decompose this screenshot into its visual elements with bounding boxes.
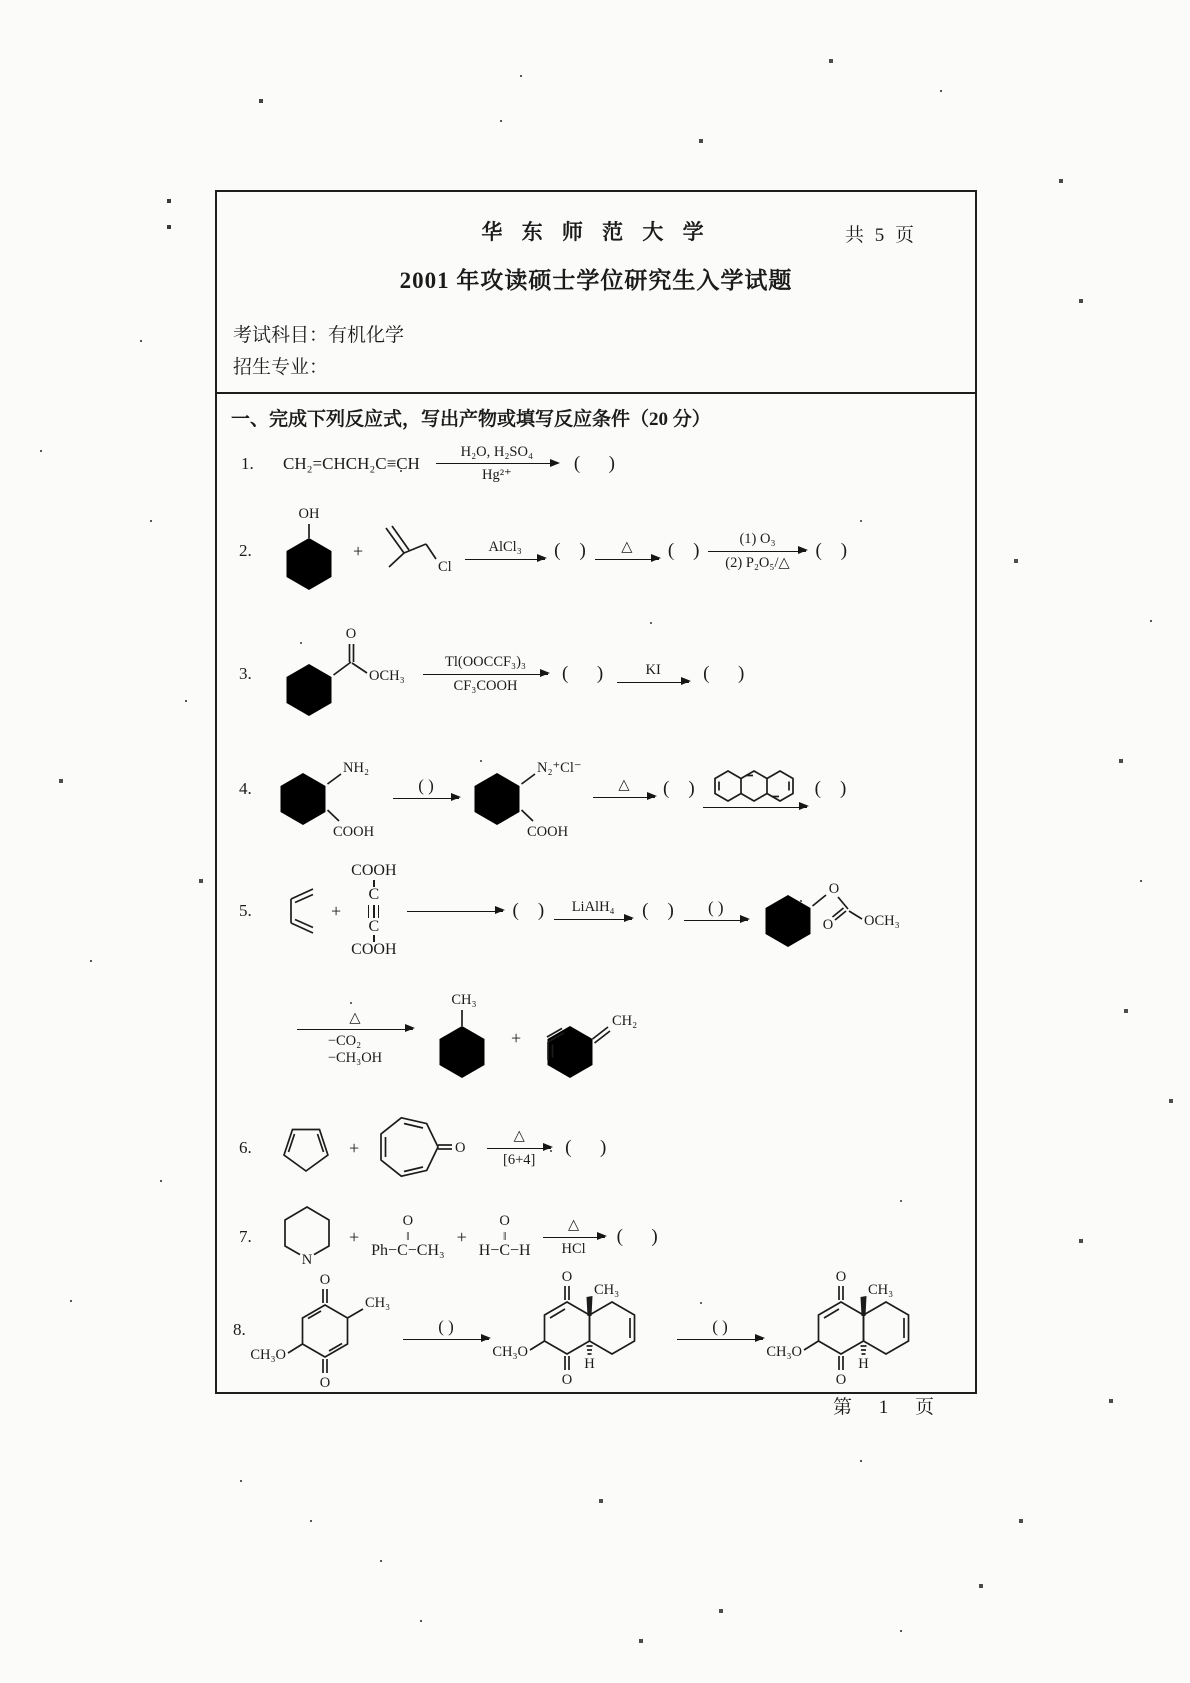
answer-blank: ( ) <box>814 778 847 799</box>
p2-condition-3-top: (1) O₃ <box>739 531 776 548</box>
chloride-label: Cl <box>438 559 452 575</box>
triple-bond <box>368 905 379 918</box>
reagent-blank: ( ) <box>438 1316 454 1336</box>
answer-blank: ( ) <box>565 1137 607 1158</box>
cooh-bottom-label: COOH <box>351 941 397 959</box>
formaldehyde-structure <box>479 1214 531 1259</box>
arrow-line <box>403 1339 489 1340</box>
problem-number: 6. <box>239 1138 252 1157</box>
adduct-o-bottom-label: O <box>835 1372 847 1388</box>
reaction-arrow <box>487 1128 551 1167</box>
isomerized-adduct-structure <box>766 1269 943 1390</box>
acetylenedicarboxylic-acid-structure <box>351 863 396 960</box>
och3-label: OCH₃ <box>863 913 900 929</box>
cooh-top-label: COOH <box>351 861 397 879</box>
anthranilic-acid-structure <box>273 739 385 839</box>
diazonium-label: N₂⁺Cl⁻ <box>537 760 582 776</box>
arrow-line <box>677 1339 763 1340</box>
methylenecyclohexadiene-structure <box>535 992 639 1084</box>
arrow-line <box>593 797 655 798</box>
p5-cont-conditions <box>328 1033 382 1066</box>
arrow-line <box>423 674 548 675</box>
plus-sign: + <box>349 1226 360 1247</box>
problem-5-continuation <box>297 977 639 1099</box>
diazonium-salt-structure <box>467 739 585 839</box>
reaction-arrow <box>708 531 806 570</box>
arrow-line <box>465 559 545 560</box>
reagent-blank: ( ) <box>708 897 724 917</box>
exam-subject: 考试科目：有机化学 <box>233 325 405 346</box>
p2-condition-3-bottom: (2) P₂O₅/△ <box>725 554 790 571</box>
angular-methyl-label: CH₃ <box>594 1282 620 1298</box>
header-divider <box>217 392 975 394</box>
answer-blank: ( ) <box>616 1226 658 1247</box>
toluene-structure <box>427 986 497 1090</box>
page-footer: 第 1 页 <box>833 1397 946 1418</box>
reaction-arrow <box>543 1217 605 1256</box>
tropone-o-label: O <box>455 1140 466 1156</box>
reaction-arrow <box>403 1317 489 1343</box>
problem-number: 2. <box>239 541 252 560</box>
reaction-arrow <box>423 654 548 693</box>
plus-sign: + <box>456 1226 467 1247</box>
page-count: 共 5 页 <box>844 225 917 246</box>
reaction-arrow-with-anthracene <box>703 768 807 811</box>
phenol-structure <box>274 500 344 602</box>
methyl-label: CH₃ <box>451 992 477 1008</box>
formaldehyde-formula: H−C−H <box>478 1241 531 1259</box>
quinone-o-top-label: O <box>319 1272 331 1288</box>
reagent-blank: ( ) <box>418 775 434 795</box>
methoxy-methyl-quinone-structure <box>250 1269 395 1391</box>
arrow-line <box>684 920 748 921</box>
adduct-o-top-label: O <box>835 1269 847 1285</box>
arrow-line <box>708 551 806 552</box>
answer-blank: ( ) <box>573 452 615 474</box>
problem-number: 8. <box>233 1320 246 1339</box>
problem-6 <box>239 1107 606 1189</box>
cooh-label: COOH <box>527 824 569 840</box>
methyl-benzoate-structure <box>279 624 409 724</box>
problem-1 <box>241 444 615 483</box>
ester-och3-label: OCH₃ <box>369 668 405 684</box>
answer-blank: ( ) <box>562 663 604 684</box>
problem-number: 3. <box>239 664 252 683</box>
answer-blank: ( ) <box>512 900 545 921</box>
angular-methyl-label: CH₃ <box>868 1282 894 1298</box>
answer-blank: ( ) <box>667 540 700 561</box>
arrow-line <box>407 911 503 912</box>
major-row <box>233 352 328 379</box>
ring-fusion-h-label: H <box>858 1356 869 1372</box>
diels-alder-adduct-structure <box>492 1269 669 1390</box>
title-row <box>217 262 975 295</box>
problem-3 <box>239 620 744 728</box>
cyclopentadiene-structure <box>279 1120 335 1176</box>
exam-title: 2001 年攻读硕士学位研究生入学试题 <box>399 268 793 293</box>
reaction-arrow <box>407 908 503 915</box>
arrow-line <box>595 559 659 560</box>
p6-mode-label: [6+4] <box>502 1151 536 1168</box>
exam-border-box <box>215 190 977 1394</box>
exo-methylene-label: CH₂ <box>612 1013 638 1029</box>
reaction-arrow <box>593 777 655 800</box>
acetophenone-structure <box>371 1214 444 1259</box>
section-heading-row <box>231 404 711 431</box>
arrow-line <box>617 682 689 683</box>
problem-number: 4. <box>239 779 252 798</box>
p1-condition-top: H₂O, H₂SO₄ <box>460 444 534 460</box>
problem-2 <box>239 492 847 610</box>
acetophenone-formula: Ph−C−CH₃ <box>371 1241 445 1259</box>
double-bond-mark: ‖ <box>502 1228 507 1243</box>
carbonyl-o-label: O <box>345 626 357 642</box>
problem-8 <box>233 1270 943 1390</box>
reaction-arrow <box>595 539 659 562</box>
p1-condition-bottom: Hg²⁺ <box>481 467 512 484</box>
reaction-arrow <box>554 899 632 922</box>
p1-reactant-formula: CH₂=CHCH₂C≡CH <box>283 453 420 473</box>
p5-condition-2: LiAlH₄ <box>571 899 615 916</box>
arrow-line <box>297 1029 413 1030</box>
anthracene-structure <box>713 768 797 804</box>
answer-blank: ( ) <box>642 900 674 921</box>
problem-7 <box>239 1195 658 1279</box>
piperidine-structure <box>277 1201 337 1273</box>
reagent-blank: ( ) <box>712 1316 728 1336</box>
methoxy-label: CH₃O <box>250 1347 286 1363</box>
university-name: 华 东 师 范 大 学 <box>481 220 711 244</box>
problem-number: 1. <box>241 453 254 473</box>
hydroxyl-label: OH <box>298 506 320 522</box>
p2-condition-1: AlCl₃ <box>488 539 522 556</box>
tropone-structure <box>373 1112 473 1184</box>
p3-condition-1-bottom: CF₃COOH <box>453 677 518 694</box>
arrow-line <box>393 798 459 799</box>
adduct-methoxy-label: CH₃O <box>766 1344 802 1360</box>
scan-noise <box>0 0 2 2</box>
minus-ch3oh-label: −CH₃OH <box>327 1049 383 1066</box>
reaction-arrow <box>677 1317 763 1343</box>
carbon-label: C <box>368 917 380 935</box>
plus-sign: + <box>349 1137 360 1158</box>
p7-hcl-label: HCl <box>561 1240 586 1257</box>
amine-n-label: N <box>301 1252 313 1268</box>
enroll-major: 招生专业： <box>233 357 329 378</box>
quinone-o-bottom-label: O <box>319 1375 331 1391</box>
p3-condition-2: KI <box>645 662 661 679</box>
subject-row <box>233 320 404 347</box>
problem-number: 5. <box>239 901 252 920</box>
double-bond-mark: ‖ <box>406 1228 410 1243</box>
butadiene-structure <box>275 882 321 940</box>
arrow-line <box>554 919 632 920</box>
p6-delta: △ <box>513 1128 525 1145</box>
reaction-arrow <box>393 776 459 802</box>
p7-delta: △ <box>567 1217 580 1234</box>
p3-condition-1-top: Tl(OOCCF₃)₃ <box>444 654 526 671</box>
reaction-arrow <box>684 898 748 924</box>
answer-blank: ( ) <box>663 778 695 799</box>
section1-heading: 一、完成下列反应式，写出产物或填写反应条件（20 分） <box>231 409 711 430</box>
ring-fusion-h-label: H <box>584 1356 595 1372</box>
carbonyl-o-label: O <box>822 917 834 933</box>
reaction-arrow <box>465 539 545 562</box>
reaction-arrow <box>436 444 558 483</box>
arrow-line <box>543 1237 605 1238</box>
plus-sign: + <box>353 540 364 561</box>
adduct-methoxy-label: CH₃O <box>492 1344 528 1360</box>
ether-o-label: O <box>828 881 840 897</box>
methyl-label: CH₃ <box>365 1295 391 1311</box>
reaction-arrow <box>297 1010 413 1067</box>
p2-condition-2-delta: △ <box>621 539 633 556</box>
problem-number: 7. <box>239 1227 252 1246</box>
carbonyl-o-label: O <box>402 1213 414 1230</box>
benzyl-methyl-carbonate-structure <box>758 861 908 961</box>
arrow-line <box>487 1148 551 1149</box>
methallyl-chloride-structure <box>372 515 456 587</box>
problem-4 <box>239 737 846 841</box>
adduct-o-top-label: O <box>561 1269 573 1285</box>
amino-label: NH₂ <box>343 760 369 776</box>
answer-blank: ( ) <box>703 663 745 684</box>
reaction-arrow <box>617 662 689 685</box>
cooh-label: COOH <box>333 824 375 840</box>
plus-sign: + <box>331 900 342 921</box>
problem-5 <box>239 847 908 975</box>
answer-blank: ( ) <box>554 540 586 561</box>
p4-delta: △ <box>618 777 630 794</box>
carbon-label: C <box>368 885 380 903</box>
arrow-line <box>436 463 558 464</box>
carbonyl-o-label: O <box>499 1213 510 1230</box>
minus-co2-label: −CO₂ <box>327 1032 362 1049</box>
p5-cont-delta: △ <box>349 1009 361 1026</box>
arrow-line <box>703 807 807 808</box>
answer-blank: ( ) <box>815 540 848 561</box>
adduct-o-bottom-label: O <box>561 1372 573 1388</box>
plus-sign: + <box>511 1027 522 1048</box>
